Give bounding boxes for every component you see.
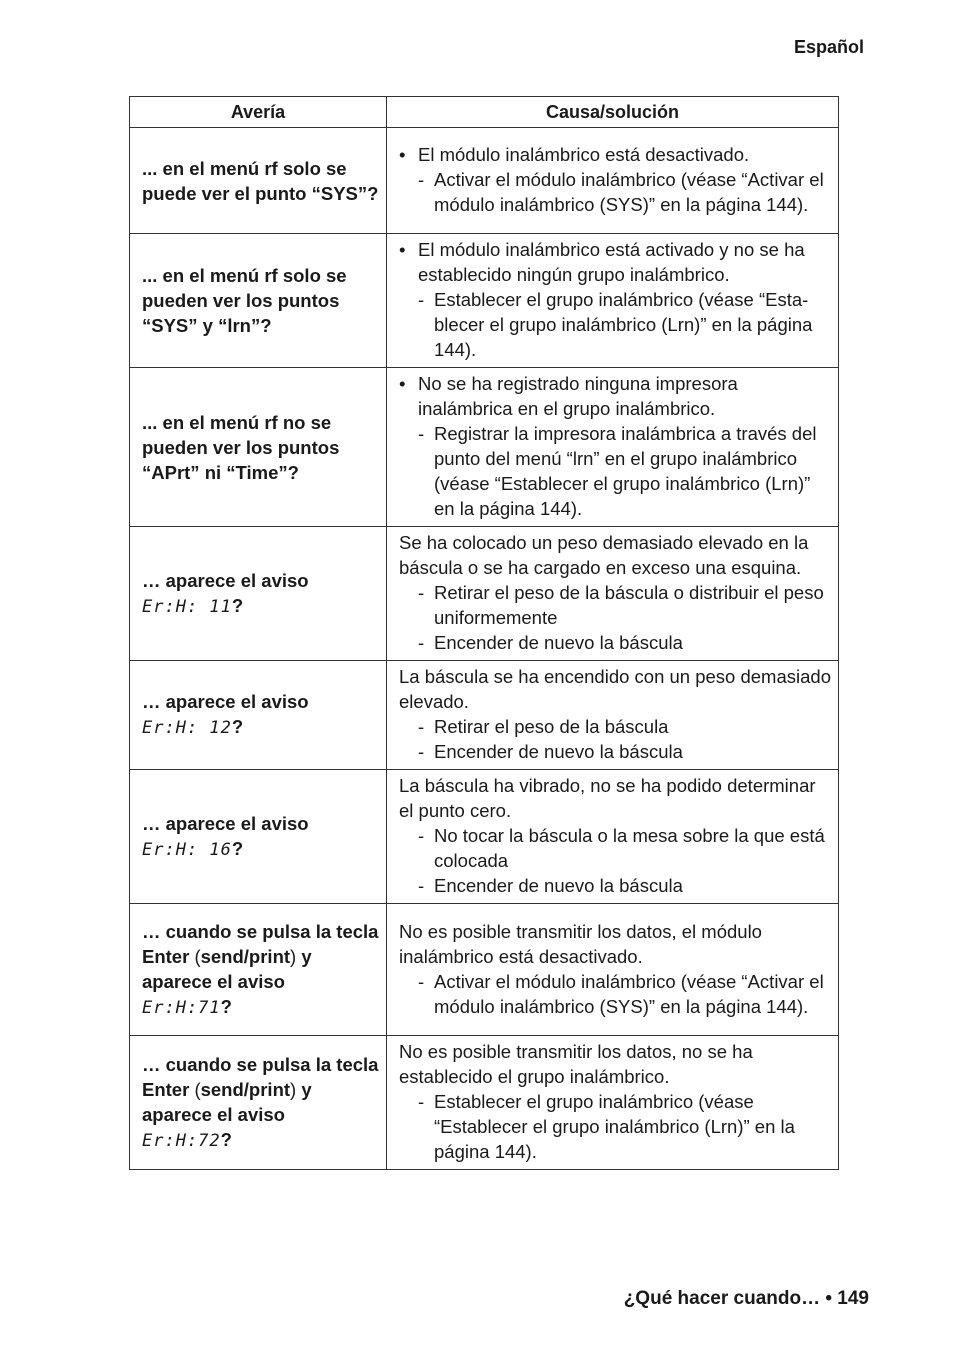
solution-step: Encender de nuevo la báscula xyxy=(434,741,683,762)
cause-cell: No es posible transmitir los datos, el módulo inalámbrico está desactivado. - Activar el módulo inalámbrico (véase “Activar el módulo inalámbrico (SYS)” en la página 144). xyxy=(387,904,839,1036)
fault-cell: … aparece el aviso Er:H: 11? xyxy=(130,527,387,661)
fault-text: … aparece el aviso xyxy=(142,691,309,712)
fault-cell: … cuando se pulsa la tecla Enter (send/print) y aparece el aviso Er:H:71? xyxy=(130,904,387,1036)
error-code: Er:H:72 xyxy=(142,1130,221,1151)
fault-cell xyxy=(130,368,387,527)
cause-cell: • El módulo inalámbrico está desactivado. - Activar el módulo inalámbrico (véase “Activar el módulo inalámbrico (SYS)” en la página 144). xyxy=(387,128,839,234)
cause-text: La báscula ha vibrado, no se ha podido determinar el punto cero. xyxy=(399,775,816,821)
fault-text: ... en el menú rf solo se puede ver el punto “SYS”? xyxy=(142,157,379,204)
fault-cell: … aparece el aviso Er:H: 16? xyxy=(130,770,387,904)
cause-text: No es posible transmitir los datos, el módulo inalámbrico está desactivado. xyxy=(399,920,762,967)
cause-cell: No es posible transmitir los datos, no se ha establecido el grupo inalámbrico. - Establecer el grupo inalámbrico (véase “Establecer el grupo inalámbrico (Lrn)” en la página 144). xyxy=(387,1036,839,1170)
solution-step: Activar el módulo inalámbrico (véase “Activar el módulo inalámbrico (SYS)” en la página 144). xyxy=(434,169,824,215)
language-label: Español xyxy=(793,37,864,57)
solution-step: Retirar el peso de la báscula xyxy=(434,716,669,737)
table-row xyxy=(130,904,839,1036)
error-code: Er:H:71 xyxy=(142,997,221,1018)
cause-text: No es posible transmitir los datos, no se ha establecido el grupo inalámbrico. xyxy=(399,1041,753,1087)
solution-step: Retirar el peso de la báscula o distribuir el peso uniformemente xyxy=(434,582,824,628)
fault-cell xyxy=(130,128,387,234)
solution-step: Registrar la impresora inalámbrica a través del punto del menú “lrn” en el grupo inalámbrico (véase “Establecer el grupo inalámbrico (Lrn)” en la página 144). xyxy=(434,423,817,519)
cause-cell: La báscula se ha encendido con un peso demasiado elevado. - Retirar el peso de la báscula - Encender de nuevo la báscula xyxy=(387,661,839,770)
cause-cell: La báscula ha vibrado, no se ha podido determinar el punto cero. - No tocar la báscula o la mesa sobre la que está colocada - Encender de nuevo la báscula xyxy=(387,770,839,904)
error-code: Er:H: 16 xyxy=(142,839,232,860)
error-code: Er:H: 12 xyxy=(142,718,232,738)
column-header-cause: Causa/solución xyxy=(387,97,839,128)
table-row xyxy=(130,368,839,527)
cause-text: El módulo inalámbrico está desactivado. xyxy=(418,144,750,165)
cause-text: La báscula se ha encendido con un peso demasiado elevado. xyxy=(399,666,831,712)
cause-cell: • El módulo inalámbrico está activado y no se ha establecido ningún grupo inalámbrico. - Establecer el grupo inalámbrico (véase “Esta-blecer el grupo inalámbrico (Lrn)” en la página 144). xyxy=(387,234,839,368)
solution-step: No tocar la báscula o la mesa sobre la que está colocada xyxy=(434,825,825,871)
cause-text: No se ha registrado ninguna impresora inalámbrica en el grupo inalámbrico. xyxy=(418,373,738,419)
fault-cell: … aparece el aviso Er:H: 12? xyxy=(130,661,387,770)
troubleshooting-table xyxy=(129,96,839,1170)
error-code: Er:H: 11 xyxy=(142,596,232,617)
table-row xyxy=(130,234,839,368)
solution-step: Establecer el grupo inalámbrico (véase “Establecer el grupo inalámbrico (Lrn)” en la página 144). xyxy=(434,1091,795,1162)
page-footer: ¿Qué hacer cuando… • 149 xyxy=(623,1288,869,1309)
fault-cell: … cuando se pulsa la tecla Enter (send/print) y aparece el aviso Er:H:72? xyxy=(130,1036,387,1170)
cause-cell: Se ha colocado un peso demasiado elevado en la báscula o se ha cargado en exceso una esquina. - Retirar el peso de la báscula o distribuir el peso uniformemente - Encender de nuevo la báscula xyxy=(387,527,839,661)
solution-step: Establecer el grupo inalámbrico (véase “Esta-blecer el grupo inalámbrico (Lrn)” en la página 144). xyxy=(434,289,813,360)
cause-text: Se ha colocado un peso demasiado elevado en la báscula o se ha cargado en exceso una esquina. xyxy=(399,532,809,578)
solution-step: Activar el módulo inalámbrico (véase “Activar el módulo inalámbrico (SYS)” en la página 144). xyxy=(434,970,824,1017)
fault-text: ... en el menú rf solo se pueden ver los puntos “SYS” y “lrn”? xyxy=(142,265,347,336)
cause-text: El módulo inalámbrico está activado y no se ha establecido ningún grupo inalámbrico. xyxy=(418,239,805,285)
table-header-row xyxy=(130,97,839,128)
fault-text: … aparece el aviso xyxy=(142,812,309,834)
fault-text: y aparece el aviso xyxy=(142,1078,312,1125)
solution-step: Encender de nuevo la báscula xyxy=(434,875,683,896)
column-header-fault: Avería xyxy=(130,97,387,128)
key-name: send/print xyxy=(200,945,291,967)
cause-cell: • No se ha registrado ninguna impresora inalámbrica en el grupo inalámbrico. - Registrar la impresora inalámbrica a través del punto del menú “lrn” en el grupo inalámbrico (véase “Establecer el grupo inalámbrico (Lrn)” en la página 144). xyxy=(387,368,839,527)
fault-text: … aparece el aviso xyxy=(142,569,309,591)
table-row xyxy=(130,770,839,904)
table-row xyxy=(130,1036,839,1170)
table-row xyxy=(130,128,839,234)
fault-cell xyxy=(130,234,387,368)
fault-text: ... en el menú rf no se pueden ver los puntos “APrt” ni “Time”? xyxy=(142,411,340,483)
fault-text: … cuando se pulsa la tecla Enter xyxy=(142,920,379,967)
fault-text: … cuando se pulsa la tecla Enter xyxy=(142,1053,379,1100)
key-name: send/print xyxy=(200,1078,291,1100)
solution-step: Encender de nuevo la báscula xyxy=(434,632,683,653)
table-row xyxy=(130,527,839,661)
fault-text: y aparece el aviso xyxy=(142,945,312,992)
table-row xyxy=(130,661,839,770)
